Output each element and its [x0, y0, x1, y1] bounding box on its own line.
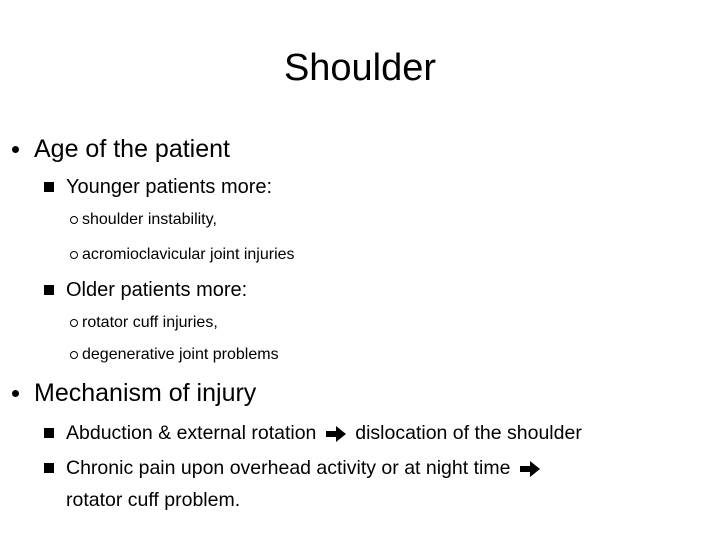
square-bullet-icon: [44, 463, 54, 473]
group-label-older: Older patients more:: [66, 279, 248, 301]
mechanism-cause: Abduction & external rotation: [66, 422, 317, 444]
slide-title: Shoulder: [283, 47, 437, 89]
square-bullet-icon: [44, 428, 54, 438]
bullet-dot-icon: [12, 390, 19, 397]
list-item: degenerative joint problems: [82, 346, 279, 363]
bullet-dot-icon: [12, 146, 19, 153]
mechanism-effect: rotator cuff problem.: [66, 489, 241, 511]
right-arrow-icon: [520, 461, 540, 477]
hollow-circle-bullet-icon: [70, 351, 78, 359]
list-item: acromioclavicular joint injuries: [82, 246, 295, 263]
right-arrow-icon: [326, 426, 346, 442]
mechanism-point: [66, 420, 582, 446]
mechanism-point: [66, 455, 544, 481]
list-item: rotator cuff injuries,: [82, 314, 218, 331]
section-heading-mechanism: Mechanism of injury: [34, 379, 257, 407]
group-label-younger: Younger patients more:: [66, 176, 273, 198]
hollow-circle-bullet-icon: [70, 251, 78, 259]
mechanism-effect: dislocation of the shoulder: [355, 422, 582, 444]
square-bullet-icon: [44, 182, 54, 192]
mechanism-cause: Chronic pain upon overhead activity or at night time: [66, 457, 511, 479]
list-item: shoulder instability,: [82, 211, 217, 228]
hollow-circle-bullet-icon: [70, 216, 78, 224]
square-bullet-icon: [44, 285, 54, 295]
hollow-circle-bullet-icon: [70, 319, 78, 327]
section-heading-age: Age of the patient: [34, 135, 230, 163]
